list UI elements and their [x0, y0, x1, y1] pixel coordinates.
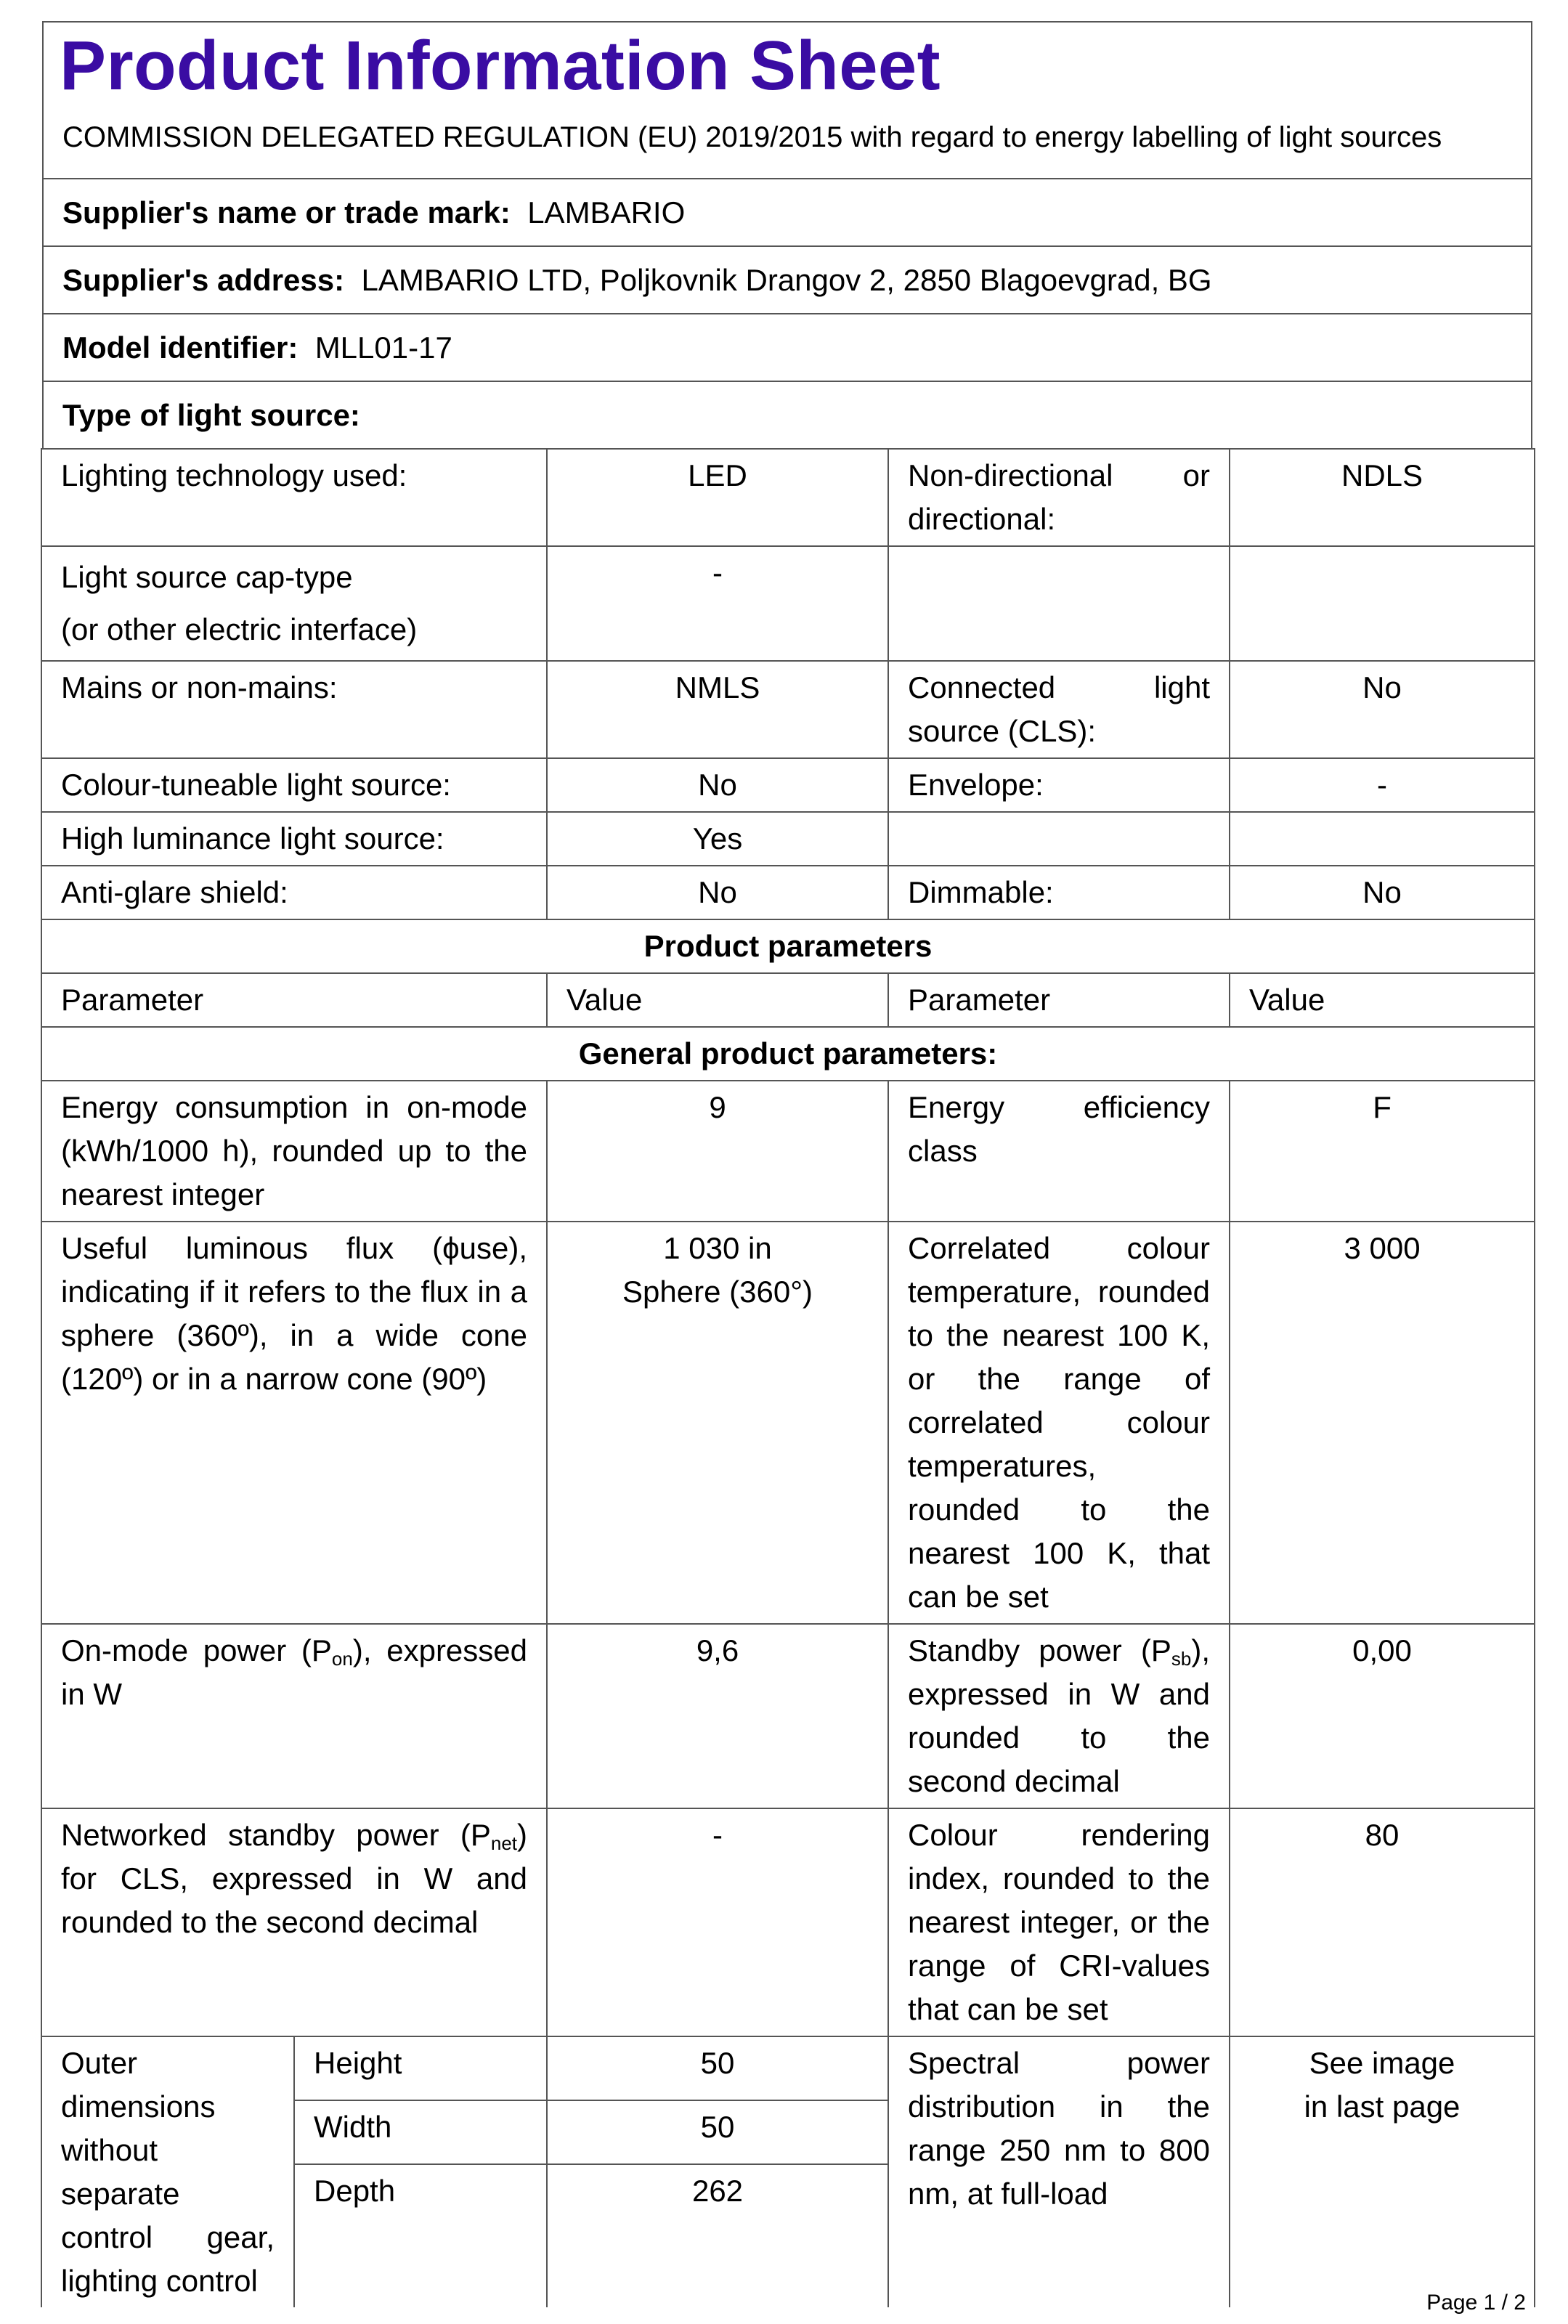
param-value: 3 000	[1230, 1222, 1535, 1624]
param-value: 0,00	[1230, 1624, 1535, 1808]
param-value: No	[1230, 661, 1535, 758]
param-label: Non-directional or directional:	[888, 449, 1230, 546]
model-value: MLL01-17	[314, 330, 452, 365]
table-row	[41, 2036, 1535, 2100]
param-label: Anti-glare shield:	[41, 866, 547, 919]
dimension-value: 262	[547, 2164, 888, 2307]
table-row	[41, 812, 1535, 866]
table-row	[41, 866, 1535, 919]
param-label: Standby power $(P_{sb})$, expressed in W and rounded to the second decimal	[888, 1624, 1230, 1808]
table-row	[41, 1624, 1535, 1808]
param-value: NMLS	[547, 661, 888, 758]
supplier-name-row	[44, 178, 1531, 245]
regulation-subtitle: COMMISSION DELEGATED REGULATION (EU) 2019/2015 with regard to energy labelling of light sources	[62, 121, 1442, 153]
product-parameters-heading: Product parameters	[41, 919, 1535, 973]
dimension-label: Width	[294, 2100, 547, 2164]
supplier-address-label: Supplier's address:	[62, 263, 345, 297]
param-label: Outer dimensions without separate control gear, lighting control	[41, 2036, 294, 2307]
param-value: F	[1230, 1081, 1535, 1222]
dimension-label: Depth	[294, 2164, 547, 2307]
supplier-name-value: LAMBARIO	[527, 195, 686, 229]
table-row	[41, 661, 1535, 758]
model-row	[44, 313, 1531, 381]
param-label: Correlated colour temperature, rounded to the nearest 100 K, or the range of correlated colour temperatures, rounded to the nearest 100 K, that can be set	[888, 1222, 1230, 1624]
table-row	[41, 546, 1535, 661]
supplier-address-row	[44, 245, 1531, 313]
table-row	[41, 1081, 1535, 1222]
param-label: Connected light source (CLS):	[888, 661, 1230, 758]
param-label: Envelope:	[888, 758, 1230, 812]
param-value: Yes	[547, 812, 888, 866]
dimension-value: 50	[547, 2036, 888, 2100]
param-value: 80	[1230, 1808, 1535, 2036]
param-label: Colour-tuneable light source:	[41, 758, 547, 812]
param-label: Energy efficiency class	[888, 1081, 1230, 1222]
param-value: -	[547, 546, 888, 661]
type-heading: Type of light source:	[44, 381, 1531, 448]
param-value: -	[547, 1808, 888, 2036]
param-value: No	[1230, 866, 1535, 919]
section-heading-row	[41, 919, 1535, 973]
param-value	[1230, 812, 1535, 866]
param-label: On-mode power $(P_{on})$, expressed in W	[41, 1624, 547, 1808]
section-heading-row	[41, 1027, 1535, 1081]
param-value: -	[1230, 758, 1535, 812]
param-label: Lighting technology used:	[41, 449, 547, 546]
param-label	[888, 546, 1230, 661]
param-value: 9	[547, 1081, 888, 1222]
table-row	[41, 758, 1535, 812]
general-parameters-heading: General product parameters:	[41, 1027, 1535, 1081]
param-label: Colour rendering index, rounded to the nearest integer, or the range of CRI-values that can be set	[888, 1808, 1230, 2036]
param-label: Networked standby power $(P_{net})$ for CLS, expressed in W and rounded to the second decimal	[41, 1808, 547, 2036]
column-header: Value	[1230, 973, 1535, 1027]
column-header: Parameter	[888, 973, 1230, 1027]
dimension-value: 50	[547, 2100, 888, 2164]
param-label: Useful luminous flux (ϕuse), indicating if it refers to the flux in a sphere (360º), in a wide cone (120º) or in a narrow cone (90º)	[41, 1222, 547, 1624]
param-value: LED	[547, 449, 888, 546]
column-header: Parameter	[41, 973, 547, 1027]
parameters-table	[41, 448, 1535, 2307]
param-label: Mains or non-mains:	[41, 661, 547, 758]
page-title: Product Information Sheet	[60, 27, 941, 105]
supplier-address-value: LAMBARIO LTD, Poljkovnik Drangov 2, 2850 Blagoevgrad, BG	[361, 263, 1212, 297]
param-value: NDLS	[1230, 449, 1535, 546]
param-value: See image in last page	[1230, 2036, 1535, 2307]
column-header-row	[41, 973, 1535, 1027]
param-label: Light source cap-type (or other electric interface)	[41, 546, 547, 661]
table-row	[41, 1222, 1535, 1624]
dimension-label: Height	[294, 2036, 547, 2100]
page-number: Page 1 / 2	[1426, 2291, 1526, 2315]
param-label: Spectral power distribution in the range 250 nm to 800 nm, at full-load	[888, 2036, 1230, 2307]
param-label: High luminance light source:	[41, 812, 547, 866]
param-value: No	[547, 866, 888, 919]
param-label: Energy consumption in on-mode (kWh/1000 h), rounded up to the nearest integer	[41, 1081, 547, 1222]
table-row	[41, 449, 1535, 546]
header-box	[42, 21, 1532, 448]
param-label	[888, 812, 1230, 866]
column-header: Value	[547, 973, 888, 1027]
param-value: No	[547, 758, 888, 812]
param-value	[1230, 546, 1535, 661]
param-value: 1 030 in Sphere (360°)	[547, 1222, 888, 1624]
param-label: Dimmable:	[888, 866, 1230, 919]
product-information-sheet	[42, 21, 1532, 2307]
param-value: 9,6	[547, 1624, 888, 1808]
model-label: Model identifier:	[62, 330, 298, 365]
table-row	[41, 1808, 1535, 2036]
supplier-name-label: Supplier's name or trade mark:	[62, 195, 511, 229]
